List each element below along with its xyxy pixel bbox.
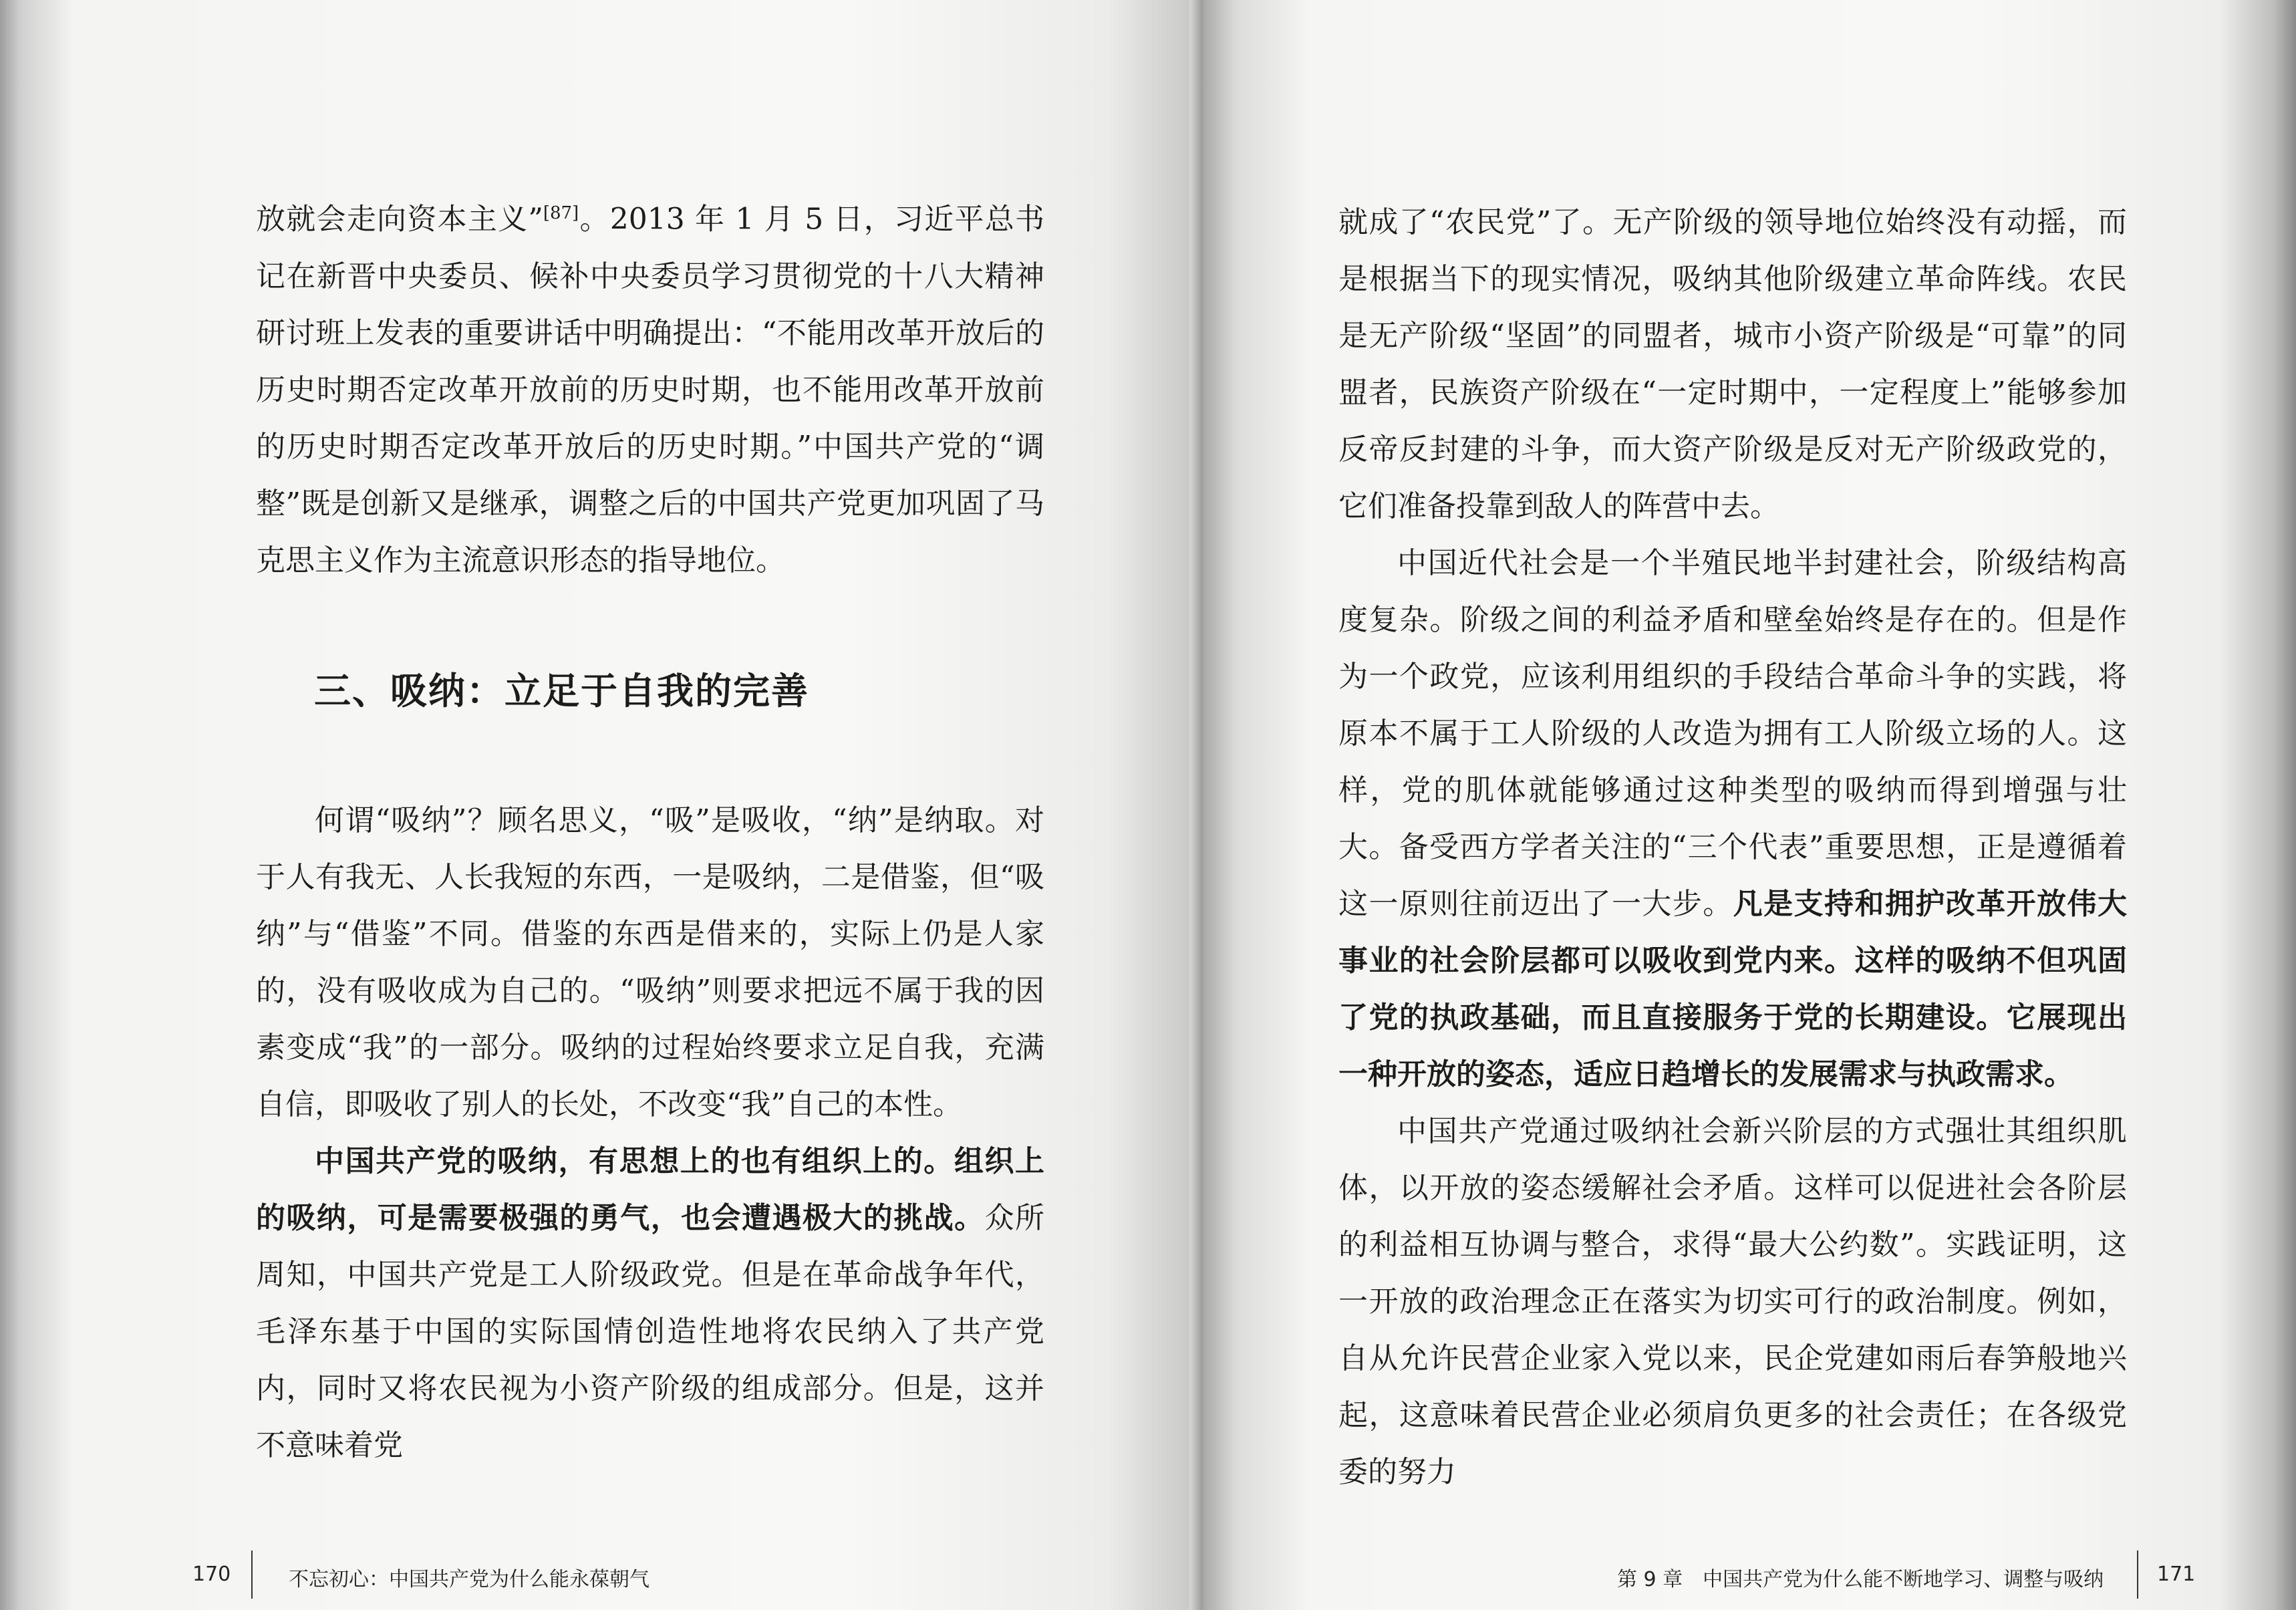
left-paragraph-3-bold: 中国共产党的吸纳，有思想上的也有组织上的。组织上的吸纳，可是需要极强的勇气，也会遭遇极大的挑战。 <box>256 1144 1044 1235</box>
right-page <box>1203 0 2296 1610</box>
right-paragraph-2-text: 中国近代社会是一个半殖民地半封建社会，阶级结构高度复杂。阶级之间的利益矛盾和壁垒始终是存在的。但是作为一个政党，应该利用组织的手段结合革命斗争的实践，将原本不属于工人阶级的人改造为拥有工人阶级立场的人。这样，党的肌体就能够通过这种类型的吸纳而得到增强与壮大。备受西方学者关注的“三个代表”重要思想，正是遵循着这一原则往前迈出了一大步。 <box>1338 546 2127 921</box>
right-paragraph-3: 中国共产党通过吸纳社会新兴阶层的方式强壮其组织肌体，以开放的姿态缓解社会矛盾。这样可以促进社会各阶层的利益相互协调与整合，求得“最大公约数”。实践证明，这一开放的政治理念正在落实为切实可行的政治制度。例如，自从允许民营企业家入党以来，民企党建如雨后春笋般地兴起，这意味着民营企业必须肩负更多的社会责任；在各级党委的努力 <box>1338 1114 2127 1489</box>
right-text-block <box>1338 194 2127 1500</box>
right-footer-divider <box>2137 1551 2138 1599</box>
right-chapter-title: 第 9 章 中国共产党为什么能不断地学习、调整与吸纳 <box>1617 1568 2104 1591</box>
left-paragraph-1 <box>256 185 1044 589</box>
right-paragraph-1: 就成了“农民党”了。无产阶级的领导地位始终没有动摇，而是根据当下的现实情况，吸纳其他阶级建立革命阵线。农民是无产阶级“坚固”的同盟者，城市小资产阶级是“可靠”的同盟者，民族资产阶级在“一定时期中，一定程度上”能够参加反帝反封建的斗争，而大资产阶级是反对无产阶级政党的，它们准备投靠到敌人的阵营中去。 <box>1338 205 2127 523</box>
left-paragraph-1-rest: 。2013 年 1 月 5 日，习近平总书记在新晋中央委员、候补中央委员学习贯彻党的十八大精神研讨班上发表的重要讲话中明确提出：“不能用改革开放后的历史时期否定改革开放前的历史时期，也不能用改革开放前的历史时期否定改革开放后的历史时期。”中国共产党的“调整”既是创新又是继承，调整之后的中国共产党更加巩固了马克思主义作为主流意识形态的指导地位。 <box>256 202 1044 577</box>
right-page-number: 171 <box>2157 1563 2196 1586</box>
left-page-number: 170 <box>192 1563 231 1586</box>
footnote-ref-87: [87] <box>543 203 579 223</box>
section-heading: 三、吸纳：立足于自我的完善 <box>314 669 810 712</box>
left-text-block-1 <box>256 185 1044 589</box>
left-paragraph-1-text: 放就会走向资本主义” <box>256 202 543 237</box>
left-paragraph-3 <box>256 1133 1044 1474</box>
left-paragraph-3-rest: 众所周知，中国共产党是工人阶级政党。但是在革命战争年代，毛泽东基于中国的实际国情创造性地将农民纳入了共产党内，同时又将农民视为小资产阶级的组成部分。但是，这并不意味着党 <box>256 1201 1045 1462</box>
left-text-block-2 <box>256 792 1044 1474</box>
left-paragraph-2: 何谓“吸纳”？顾名思义，“吸”是吸收，“纳”是纳取。对于人有我无、人长我短的东西，一是吸纳，二是借鉴，但“吸纳”与“借鉴”不同。借鉴的东西是借来的，实际上仍是人家的，没有吸收成为自己的。“吸纳”则要求把远不属于我的因素变成“我”的一部分。吸纳的过程始终要求立足自我，充满自信，即吸收了别人的长处，不改变“我”自己的本性。 <box>256 803 1044 1121</box>
right-paragraph-2 <box>1338 535 2127 1103</box>
left-running-title: 不忘初心：中国共产党为什么能永葆朝气 <box>289 1568 650 1591</box>
right-paragraph-2-bold: 凡是支持和拥护改革开放伟大事业的社会阶层都可以吸收到党内来。这样的吸纳不但巩固了党的执政基础，而且直接服务于党的长期建设。它展现出一种开放的姿态，适应日趋增长的发展需求与执政需求。 <box>1338 887 2127 1091</box>
left-footer-divider <box>251 1551 253 1599</box>
